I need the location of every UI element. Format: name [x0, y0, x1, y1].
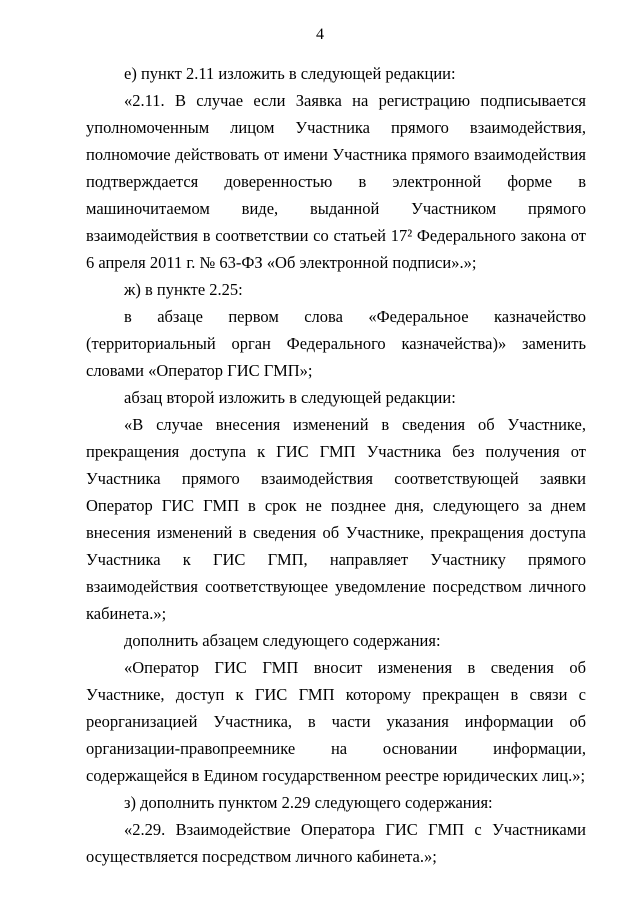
- page-number: 4: [316, 26, 324, 43]
- paragraph-item-z: з) дополнить пунктом 2.29 следующего содержания:: [124, 793, 493, 812]
- paragraph-abzats-pervyi: в абзаце первом слова «Федеральное казначейство (территориальный орган Федерального казначейства)» заменить словами «Оператор ГИС ГМП»;: [86, 307, 586, 380]
- paragraph-item-e: е) пункт 2.11 изложить в следующей редакции:: [124, 64, 456, 83]
- paragraph-clause-2-29: «2.29. Взаимодействие Оператора ГИС ГМП с Участниками осуществляется посредством личного кабинета.»;: [86, 820, 586, 866]
- paragraph-operator-gis-gmp: «Оператор ГИС ГМП вносит изменения в сведения об Участнике, доступ к ГИС ГМП которому прекращен в связи с реорганизацией Участника, в части указания информации об организации-правопреемнике на основании информации, содержащейся в Едином государственном реестре юридических лиц.»;: [86, 658, 586, 785]
- paragraph-abzats-vtoroi-intro: абзац второй изложить в следующей редакции:: [124, 388, 456, 407]
- paragraph-abzats-vtoroi-text: «В случае внесения изменений в сведения об Участнике, прекращения доступа к ГИС ГМП Участника без получения от Участника прямого взаимодействия соответствующей заявки Оператор ГИС ГМП в срок не позднее дня, следующего за днем внесения изменений в сведения об Участнике, прекращения доступа Участника к ГИС ГМП, направляет Участнику прямого взаимодействия соответствующее уведомление посредством личного кабинета.»;: [86, 415, 586, 623]
- document-body: [86, 60, 586, 870]
- paragraph-item-zh: ж) в пункте 2.25:: [124, 280, 243, 299]
- paragraph-clause-2-11: «2.11. В случае если Заявка на регистрацию подписывается уполномоченным лицом Участника прямого взаимодействия, полномочие действовать от имени Участника прямого взаимодействия подтверждается доверенностью в электронной форме в машиночитаемом виде, выданной Участником прямого взаимодействия в соответствии со статьей 17² Федерального закона от 6 апреля 2011 г. № 63-ФЗ «Об электронной подписи».»;: [86, 91, 586, 272]
- paragraph-dopolnit-abzatsem: дополнить абзацем следующего содержания:: [124, 631, 441, 650]
